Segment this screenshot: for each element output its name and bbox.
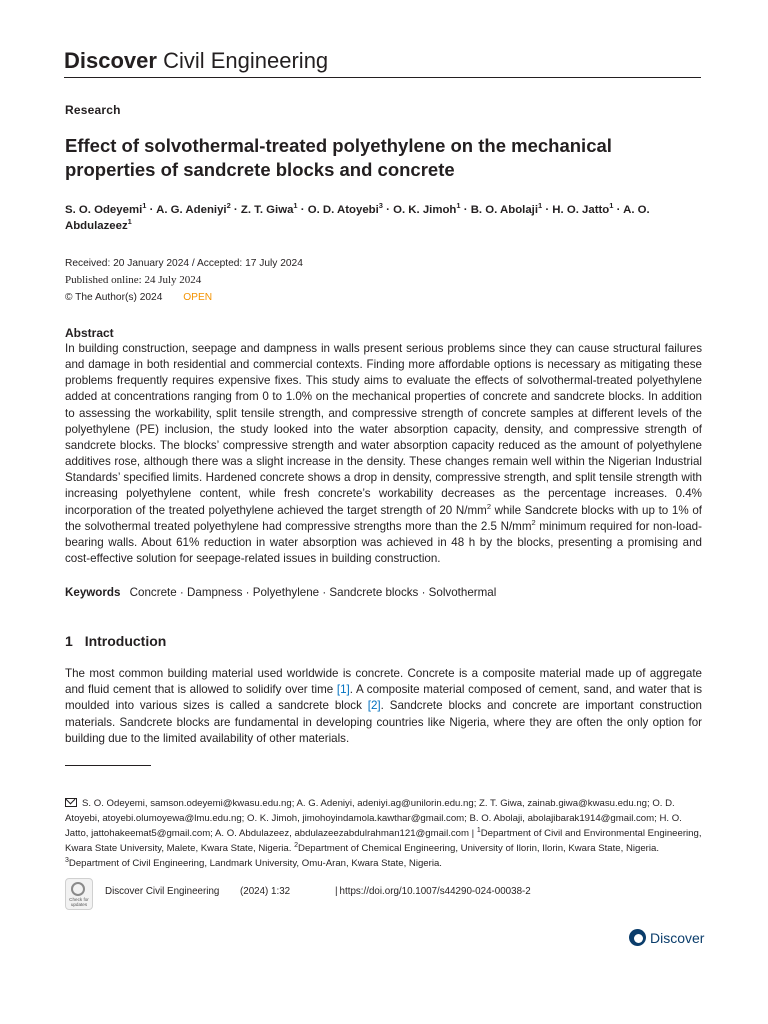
author-separator: · xyxy=(382,204,394,216)
citation-link-2[interactable]: [2] xyxy=(367,699,381,713)
author-name[interactable]: S. O. Odeyemi xyxy=(65,204,143,216)
author-name[interactable]: B. O. Abolaji xyxy=(470,204,538,216)
page-footer xyxy=(65,878,702,908)
footnote-rule xyxy=(65,765,151,766)
affiliation-1: Department of Civil and Environmental Engineering, Kwara State University, Malete, Kwara State, Nigeria. xyxy=(65,827,702,854)
envelope-icon xyxy=(65,798,77,807)
aff-2-number: 2 xyxy=(294,841,299,849)
article-dates xyxy=(65,255,303,306)
affiliation-2: Department of Chemical Engineering, University of Ilorin, Ilorin, Kwara State, Nigeria. xyxy=(298,842,660,854)
author-footnote xyxy=(65,797,702,872)
footer-divider: | xyxy=(335,886,338,897)
publisher-logo-text: Discover xyxy=(650,930,705,946)
author-separator: · xyxy=(230,204,241,216)
introduction-paragraph xyxy=(65,666,702,747)
author-list xyxy=(65,202,685,234)
author-affiliation-number: 3 xyxy=(378,201,383,211)
intro-text-3: . Sandcrete blocks and concrete are important construction materials. Sandcrete blocks are fundamental in developing countries like Nigeria, where they are often the only option for building due to the limited availability of other materials. xyxy=(65,699,702,745)
author-affiliation-number: 1 xyxy=(127,217,132,227)
author-separator: · xyxy=(613,204,624,216)
abstract-text xyxy=(65,341,702,567)
intro-text-2: . A composite material composed of cement, sand, and water that is moulded into various sizes is called a sandcrete block xyxy=(65,683,702,713)
abstract xyxy=(65,325,702,567)
footer-volume: (2024) 1:32 xyxy=(240,886,291,897)
journal-title: Civil Engineering xyxy=(163,48,329,73)
check-for-updates-badge[interactable] xyxy=(65,878,93,910)
journal-name[interactable] xyxy=(64,46,701,76)
journal-brand: Discover xyxy=(64,48,157,73)
affiliation-3: Department of Civil Engineering, Landmark University, Omu-Aran, Kwara State, Nigeria. xyxy=(68,857,442,869)
check-updates-icon xyxy=(71,882,85,896)
keywords xyxy=(65,585,496,601)
author-affiliation-number: 2 xyxy=(226,201,231,211)
abstract-heading: Abstract xyxy=(65,326,114,340)
section-heading-introduction xyxy=(65,631,166,651)
footer-journal: Discover Civil Engineering xyxy=(105,886,220,897)
discover-logo-icon xyxy=(629,929,646,946)
author-name[interactable]: O. K. Jimoh xyxy=(393,204,457,216)
abstract-part-2: while Sandcrete blocks with up to 1% of the solvothermal treated polyethylene had compressive strengths more than the 2.5 N/mm xyxy=(65,503,703,533)
author-affiliation-number: 1 xyxy=(456,201,461,211)
author-affiliation-number: 1 xyxy=(142,201,147,211)
doi-link[interactable]: https://doi.org/10.1007/s44290-024-00038-2 xyxy=(339,886,531,897)
aff-3-number: 3 xyxy=(65,856,69,864)
author-name[interactable]: Z. T. Giwa xyxy=(240,204,294,216)
section-title: Introduction xyxy=(84,633,167,649)
keywords-label: Keywords xyxy=(65,586,121,599)
keywords-list: Concrete · Dampness · Polyethylene · Sandcrete blocks · Solvothermal xyxy=(129,586,497,599)
section-number: 1 xyxy=(65,633,73,649)
received-accepted-date: Received: 20 January 2024 / Accepted: 17 July 2024 xyxy=(65,258,303,269)
citation-link-1[interactable]: [1] xyxy=(336,683,350,697)
open-access-badge[interactable]: OPEN xyxy=(183,292,213,303)
author-contacts: S. O. Odeyemi, samson.odeyemi@kwasu.edu.ng; A. G. Adeniyi, adeniyi.ag@unilorin.edu.ng; Z. T. Giwa, zainab.giwa@kwasu.edu.ng; O. D. Atoyebi, atoyebi.olumoyewa@lmu.edu.ng; O. K. Jimoh, jimohoyindamola.kawthar@gmail.com; B. O. Abolaji, abolajibarak1914@gmail.com; H. O. Jatto, jattohakeemat5@gmail.com; A. O. Abdulazeez, abdulazeezabdulrahman121@gmail.com | xyxy=(65,798,682,839)
article-title: Effect of solvothermal-treated polyethylene on the mechanical properties of sandcrete blocks and concrete xyxy=(65,135,612,180)
author-separator: · xyxy=(146,204,157,216)
author-name[interactable]: O. D. Atoyebi xyxy=(307,204,379,216)
aff-1-number: 1 xyxy=(476,826,481,834)
article-type: Research xyxy=(65,103,121,117)
author-name[interactable]: A. G. Adeniyi xyxy=(156,204,227,216)
author-separator: · xyxy=(460,204,471,216)
abstract-part-3: minimum required for non-load-bearing walls. About 61% reduction in water absorption was achieved in 48 h by the blocks, presenting a promising and cost-effective solution for seepage-related issues in building construction. xyxy=(65,519,702,566)
author-separator: · xyxy=(542,204,553,216)
published-date: Published online: 24 July 2024 xyxy=(65,274,202,286)
abstract-sup-1: 2 xyxy=(486,501,491,511)
copyright-text: © The Author(s) 2024 xyxy=(65,292,163,303)
author-affiliation-number: 1 xyxy=(537,201,543,211)
footer-doi xyxy=(335,886,531,897)
header-rule xyxy=(64,77,701,78)
author-affiliation-number: 1 xyxy=(609,201,614,211)
author-separator: · xyxy=(297,204,308,216)
intro-text-1: The most common building material used worldwide is concrete. Concrete is a composite material made up of aggregate and fluid cement that is allowed to solidify over time xyxy=(65,667,702,697)
abstract-part-1: In building construction, seepage and dampness in walls present serious problems since they can cause structural failures and damage in both residential and commercial contexts. Finding more affordable options is necessary as mitigating these problems frequently requires expensive fixes. This study aims to evaluate the effects of solvothermal-treated polyethylene added at concentrations ranging from 0 to 1.0% on the mechanical properties of concrete and sandcrete blocks. In addition to assessing the workability, split tensile strength, and compressive strength of concrete samples at different levels of the polyethylene (PE) inclusion, the study looked into the water absorption capacity, density, and compressive strength of sandcrete blocks. The blocks’ compressive strength and water absorption capacity reduced as the amount of polyethylene additives rose, although there was a slight increase in the density. These changes remain well within the Nigerian Industrial Standards’ specified limits. Hardened concrete shows a drop in density, compressive strength, and split tensile strength with increasing polyethylene content, while fresh concrete’s workability decreases as the percentage increases. 0.4% incorporation of the treated polyethylene achieved the target strength of 20 N/mm xyxy=(65,342,702,517)
abstract-sup-2: 2 xyxy=(531,517,536,527)
journal-header xyxy=(64,46,701,76)
copyright-line xyxy=(65,289,303,306)
author-name[interactable]: A. O. Abdulazeez xyxy=(65,204,650,232)
check-updates-label: Check for updates xyxy=(69,897,89,907)
author-affiliation-number: 1 xyxy=(293,201,298,211)
author-name[interactable]: H. O. Jatto xyxy=(552,204,610,216)
